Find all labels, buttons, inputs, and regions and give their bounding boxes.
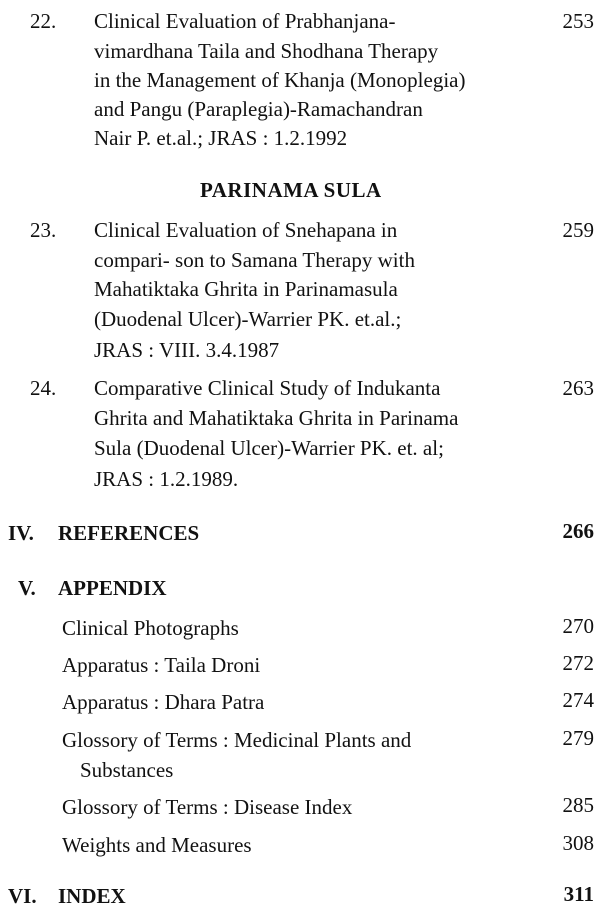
entry-line: Clinical Evaluation of Prabhanjana- [94,9,396,33]
entry-number: 24. [30,376,57,400]
chapter-numeral: V. [18,576,36,600]
entry-number: 22. [30,9,57,33]
entry-line: and Pangu (Paraplegia)-Ramachandran [94,97,423,121]
entry-line: Comparative Clinical Study of Indukanta [94,376,441,400]
page-number: 308 [562,831,594,855]
appendix-item: Apparatus : Dhara Patra [62,690,265,714]
page-number: 274 [562,688,594,712]
entry-line: JRAS : VIII. 3.4.1987 [94,338,280,362]
entry-line: vimardhana Taila and Shodhana Therapy [94,39,439,63]
entry-number: 23. [30,218,57,242]
chapter-title: REFERENCES [58,521,200,545]
chapter-numeral: IV. [8,521,34,545]
page-number: 270 [562,614,594,638]
entry-line: in the Management of Khanja (Monoplegia) [94,68,466,92]
entry-line: (Duodenal Ulcer)-Warrier PK. et.al.; [94,307,402,331]
page-number: 259 [562,218,594,242]
chapter-title: APPENDIX [58,576,167,600]
appendix-item: Apparatus : Taila Droni [62,653,261,677]
entry-line: Nair P. et.al.; JRAS : 1.2.1992 [94,126,348,150]
entry-line: compari- son to Samana Therapy with [94,248,415,272]
appendix-item: Clinical Photographs [62,616,239,640]
page-number: 279 [562,726,594,750]
page-number: 266 [562,519,594,543]
chapter-title: INDEX [58,884,126,908]
page-number: 263 [562,376,594,400]
appendix-item: Glossory of Terms : Medicinal Plants and [62,728,412,752]
entry-line: JRAS : 1.2.1989. [94,467,239,491]
entry-line: Mahatiktaka Ghrita in Parinamasula [94,277,398,301]
entry-line: Clinical Evaluation of Snehapana in [94,218,398,242]
entry-line: Sula (Duodenal Ulcer)-Warrier PK. et. al; [94,436,444,460]
entry-line: Ghrita and Mahatiktaka Ghrita in Parinama [94,406,459,430]
page-number: 253 [562,9,594,33]
section-heading: PARINAMA SULA [200,178,382,202]
appendix-item-continued: Substances [80,758,174,782]
page-number: 311 [563,882,594,906]
page-number: 272 [562,651,594,675]
page-number: 285 [562,793,594,817]
chapter-numeral: VI. [8,884,37,908]
appendix-item: Glossory of Terms : Disease Index [62,795,353,819]
appendix-item: Weights and Measures [62,833,252,857]
